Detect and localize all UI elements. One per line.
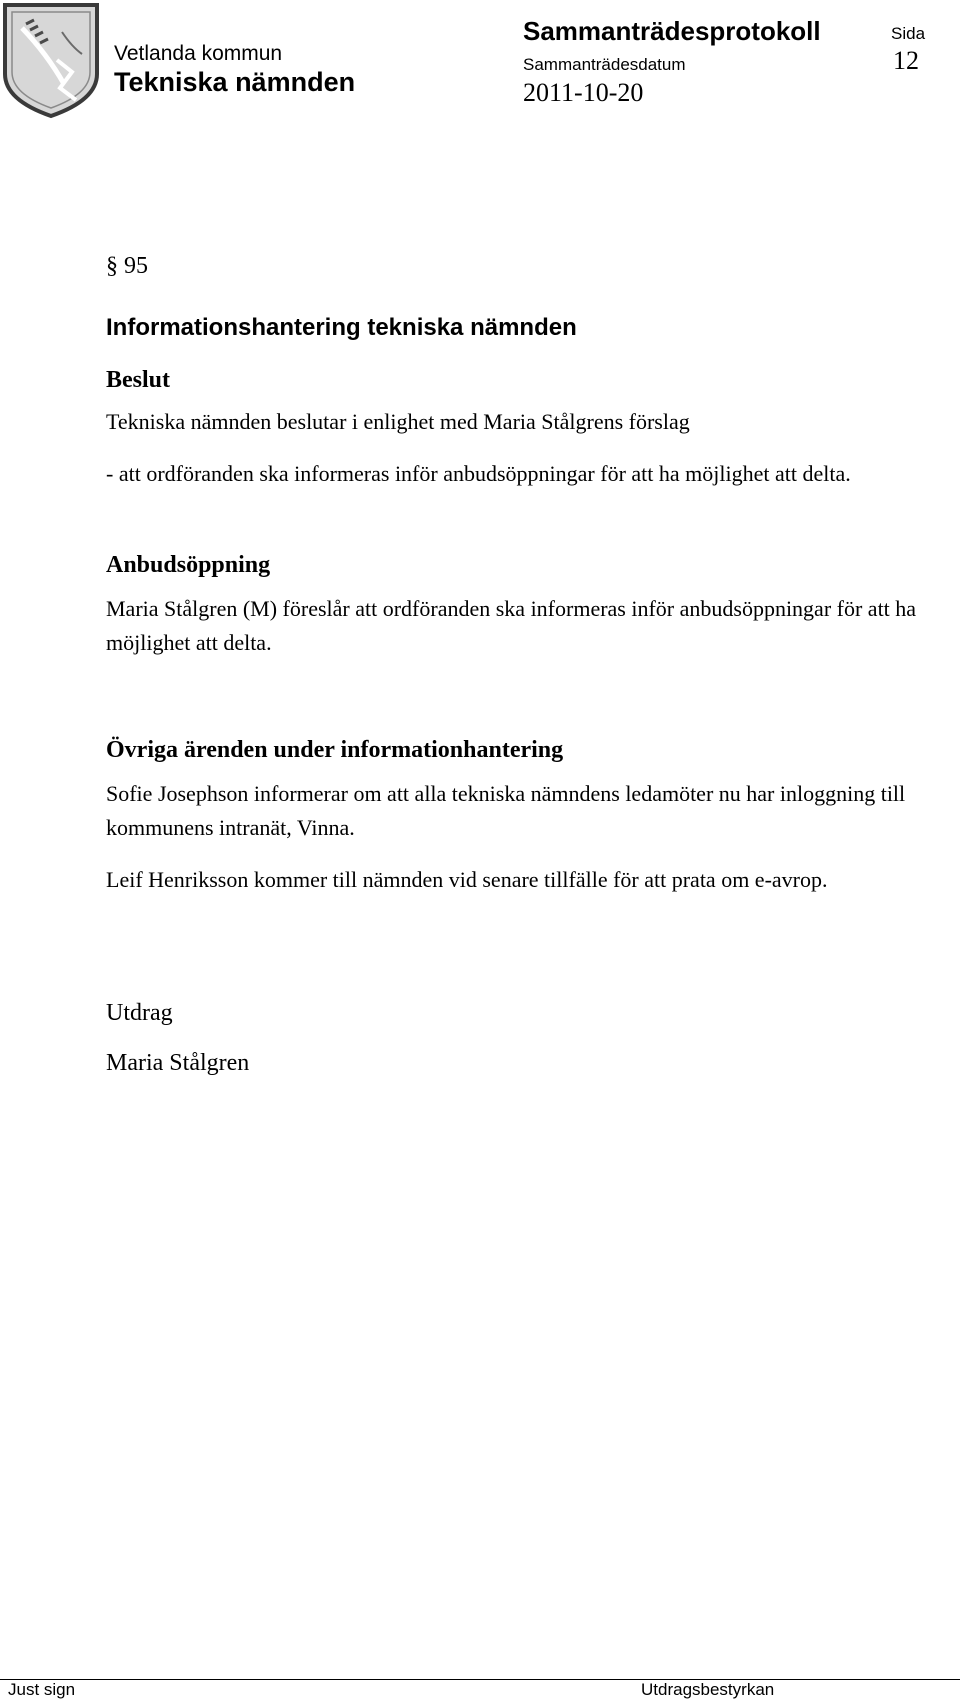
footer-divider xyxy=(0,1679,960,1680)
municipality-name: Vetlanda kommun xyxy=(114,42,283,65)
committee-name: Tekniska nämnden xyxy=(114,67,356,97)
extract-recipient: Maria Stålgren xyxy=(106,1050,250,1076)
other-matters-heading: Övriga ärenden under informationhantering xyxy=(106,737,564,763)
item-title: Informationshantering tekniska nämnden xyxy=(106,314,577,341)
meeting-date-label: Sammanträdesdatum xyxy=(523,55,686,74)
page-number: 12 xyxy=(893,46,919,75)
bid-opening-text: Maria Stålgren (M) föreslår att ordföranden ska informeras inför anbudsöppningar för att ha möjlighet att delta. xyxy=(106,596,917,655)
decision-heading: Beslut xyxy=(106,367,171,393)
meeting-date: 2011-10-20 xyxy=(523,78,644,107)
extract-certification-label: Utdragsbestyrkan xyxy=(641,1680,775,1699)
paragraph-number: § 95 xyxy=(106,253,148,279)
bid-opening-heading: Anbudsöppning xyxy=(106,552,271,578)
decision-line: - att ordföranden ska informeras inför anbudsöppningar för att ha möjlighet att delta. xyxy=(106,461,851,486)
page-label: Sida xyxy=(891,24,926,43)
document-type: Sammanträdesprotokoll xyxy=(523,16,821,46)
other-matters-paragraph: Sofie Josephson informerar om att alla tekniska nämndens ledamöter nu har inloggning till kommunens intranät, Vinna. xyxy=(106,781,906,840)
extract-label: Utdrag xyxy=(106,1000,173,1026)
other-matters-paragraph: Leif Henriksson kommer till nämnden vid senare tillfälle för att prata om e-avrop. xyxy=(106,867,828,892)
coat-of-arms-icon xyxy=(2,2,100,119)
decision-line: Tekniska nämnden beslutar i enlighet med Maria Stålgrens förslag xyxy=(106,409,690,434)
signature-label: Just sign xyxy=(8,1680,76,1699)
